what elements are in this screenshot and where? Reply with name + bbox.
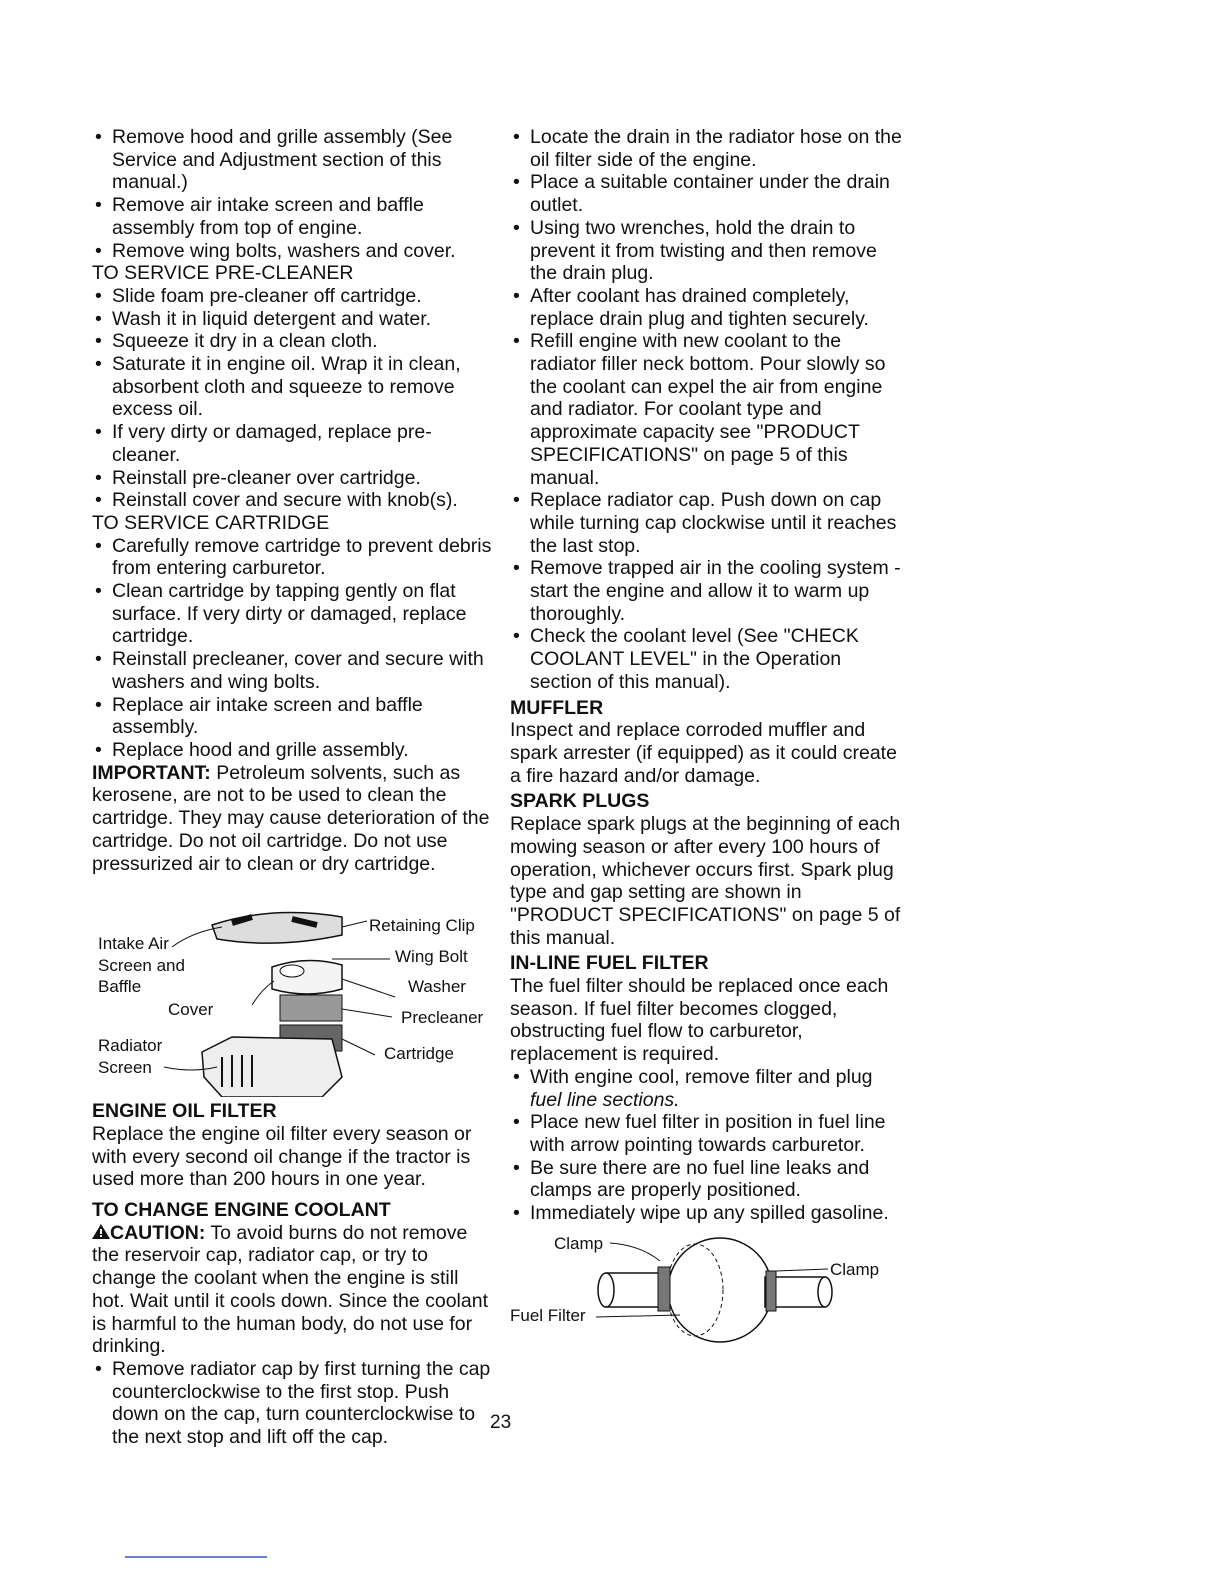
footer-divider: [125, 1556, 267, 1558]
precleaner-label: Precleaner: [401, 1008, 484, 1028]
cartridge-list: [92, 535, 492, 762]
coolant-heading: TO CHANGE ENGINE COOLANT: [92, 1199, 391, 1222]
precleaner-list: [92, 285, 492, 512]
spark-plugs-heading: SPARK PLUGS: [510, 790, 650, 813]
warning-triangle-icon: [92, 1222, 110, 1245]
list-item: • Replace air intake screen and baffle assembly.: [92, 694, 492, 739]
precleaner-heading: TO SERVICE PRE-CLEANER: [92, 262, 354, 285]
important-label: IMPORTANT:: [92, 761, 211, 784]
list-item: • Reinstall cover and secure with knob(s).: [92, 489, 492, 512]
fuel-step-text: With engine cool, remove filter and plug: [530, 1065, 873, 1088]
important-text: Petroleum solvents, such as kerosene, are not to be used to clean the cartridge. They may cause deterioration of the cartridge. Do not oil cartridge. Do not use pressurized air to clean or dry cartridge.: [92, 761, 490, 875]
list-item: • Slide foam pre-cleaner off cartridge.: [92, 285, 492, 308]
list-item: • Be sure there are no fuel line leaks and clamps are properly positioned.: [510, 1157, 902, 1202]
cover-label: Cover: [168, 1000, 214, 1020]
fuel-filter-list: [510, 1066, 902, 1225]
list-item: • Reinstall precleaner, cover and secure with washers and wing bolts.: [92, 648, 492, 693]
list-item: • Using two wrenches, hold the drain to prevent it from twisting and then remove the drain plug.: [510, 217, 902, 285]
wing-bolt-label: Wing Bolt: [395, 947, 468, 967]
list-item: • Remove hood and grille assembly (See Service and Adjustment section of this manual.): [92, 126, 492, 194]
air-filter-diagram: [92, 887, 492, 1097]
cartridge-label: Cartridge: [384, 1044, 454, 1064]
list-item: • If very dirty or damaged, replace pre-cleaner.: [92, 421, 492, 466]
caution-label: CAUTION:: [110, 1221, 206, 1244]
clamp-right-label: Clamp: [830, 1259, 880, 1279]
muffler-text: Inspect and replace corroded muffler and spark arrester (if equipped) as it could create a fire hazard and/or damage.: [510, 719, 897, 787]
list-item: • Remove trapped air in the cooling system - start the engine and allow it to warm up thoroughly.: [510, 557, 902, 625]
oil-filter-heading: ENGINE OIL FILTER: [92, 1100, 277, 1123]
caution-text: To avoid burns do not remove the reservoir cap, radiator cap, or try to change the coolant when the engine is still hot. Wait until it cools down. Since the coolant is harmful to the human body, do not use for drinking.: [92, 1221, 488, 1358]
radiator-label: Radiator: [98, 1036, 163, 1056]
list-item: • Remove wing bolts, washers and cover.: [92, 240, 492, 263]
radiator-screen-label: Screen: [98, 1058, 152, 1078]
spark-plugs-text: Replace spark plugs at the beginning of each mowing season or after every 100 hours of operation, whichever occurs first. Spark plug type and gap setting are shown in "PRODUCT SPECIFICATIONS" on page 5 of this manual.: [510, 813, 901, 949]
list-item: • Carefully remove cartridge to prevent debris from entering carburetor.: [92, 535, 492, 580]
oil-filter-text: Replace the engine oil filter every season or with every second oil change if the tractor is used more than 200 hours in one year.: [92, 1122, 472, 1191]
list-item: • Immediately wipe up any spilled gasoline.: [510, 1202, 902, 1225]
list-item: • Locate the drain in the radiator hose on the oil filter side of the engine.: [510, 126, 902, 171]
list-item: • Check the coolant level (See "CHECK COOLANT LEVEL" in the Operation section of this manual).: [510, 625, 902, 693]
list-item: • Squeeze it dry in a clean cloth.: [92, 330, 492, 353]
muffler-heading: MUFFLER: [510, 696, 604, 719]
list-item: • Place new fuel filter in position in fuel line with arrow pointing towards carburetor.: [510, 1111, 902, 1156]
cartridge-heading: TO SERVICE CARTRIDGE: [92, 511, 330, 534]
hood-removal-list: [92, 126, 492, 262]
fuel-filter-heading: IN-LINE FUEL FILTER: [510, 952, 709, 975]
coolant-list-left: [92, 1358, 492, 1449]
left-column: [92, 126, 492, 1449]
washer-label: Washer: [408, 977, 466, 997]
list-item: • Replace radiator cap. Push down on cap while turning cap clockwise until it reaches the last stop.: [510, 489, 902, 557]
page-number: 23: [490, 1412, 512, 1433]
list-item: • After coolant has drained completely, replace drain plug and tighten securely.: [510, 285, 902, 330]
list-item: • Wash it in liquid detergent and water.: [92, 308, 492, 331]
right-column: [510, 126, 902, 1351]
baffle-label: Baffle: [98, 977, 142, 997]
list-item: • Place a suitable container under the drain outlet.: [510, 171, 902, 216]
fuel-filter-text: The fuel filter should be replaced once each season. If fuel filter becomes clogged, obstructing fuel flow to carburetor, replacement is required.: [510, 975, 889, 1066]
screen-and-label: Screen and: [98, 956, 185, 976]
coolant-list-right: [510, 126, 902, 694]
list-item: • Saturate it in engine oil. Wrap it in clean, absorbent cloth and squeeze to remove excess oil.: [92, 353, 492, 421]
intake-air-label: Intake Air: [98, 934, 169, 954]
clamp-left-label: Clamp: [554, 1233, 604, 1253]
list-item: • Remove radiator cap by first turning the cap counterclockwise to the first stop. Push down on the cap, turn counterclockwise to the next stop and lift off the cap.: [92, 1358, 492, 1449]
fuel-filter-label: Fuel Filter: [510, 1305, 586, 1325]
important-note: [92, 762, 492, 876]
fuel-filter-diagram: [510, 1231, 902, 1351]
list-item: • Remove air intake screen and baffle assembly from top of engine.: [92, 194, 492, 239]
fuel-step-italic: fuel line sections.: [530, 1088, 680, 1111]
list-item: • Replace hood and grille assembly.: [92, 739, 492, 762]
list-item: [510, 1066, 902, 1111]
list-item: • Reinstall pre-cleaner over cartridge.: [92, 467, 492, 490]
retaining-clip-label: Retaining Clip: [369, 916, 475, 936]
caution-note: [92, 1222, 492, 1358]
list-item: • Refill engine with new coolant to the radiator filler neck bottom. Pour slowly so the coolant can expel the air from engine and radiator. For coolant type and approximate capacity see "PRODUCT SPECIFICATIONS" on page 5 of this manual.: [510, 330, 902, 489]
list-item: • Clean cartridge by tapping gently on flat surface. If very dirty or damaged, replace cartridge.: [92, 580, 492, 648]
